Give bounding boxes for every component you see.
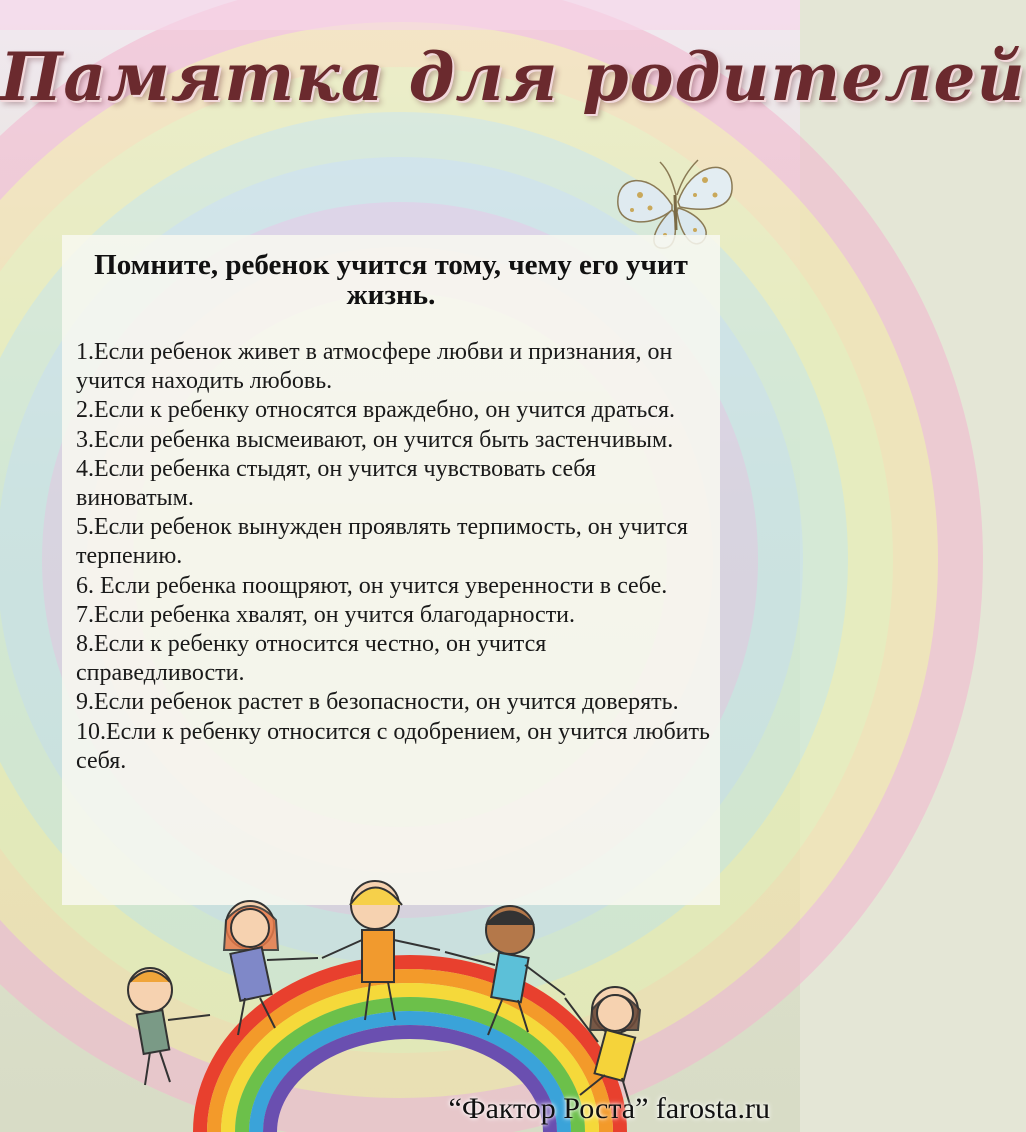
memo-heading: Помните, ребенок учится тому, чему его учит жизнь. xyxy=(94,249,688,311)
list-item: 6. Если ребенка поощряют, он учится уверенности в себе. xyxy=(76,572,668,599)
list-item: 5.Если ребенок вынужден проявлять терпимость, он учится терпению. xyxy=(76,514,688,570)
footer-brand: “Фактор Роста” farosta.ru xyxy=(448,1092,770,1125)
list-item: 7.Если ребенка хвалят, он учится благодарности. xyxy=(76,601,576,628)
list-item: 8.Если к ребенку относится честно, он учится справедливости. xyxy=(76,631,547,687)
list-item: 4.Если ребенка стыдят, он учится чувствовать себя виноватым. xyxy=(76,455,596,512)
list-item: 2.Если к ребенку относятся враждебно, он учится драться. xyxy=(76,397,676,424)
memo-list xyxy=(76,338,716,776)
list-item: 9.Если ребенок растет в безопасности, он учится доверять. xyxy=(76,689,679,716)
list-item: 3.Если ребенка высмеивают, он учится быть застенчивым. xyxy=(76,426,674,453)
list-item: 10.Если к ребенку относится с одобрением, он учится любить себя. xyxy=(76,718,710,774)
page-title: Памятка для родителей xyxy=(0,38,1026,116)
list-item: 1.Если ребенок живет в атмосфере любви и признания, он учится находить любовь. xyxy=(76,339,673,395)
